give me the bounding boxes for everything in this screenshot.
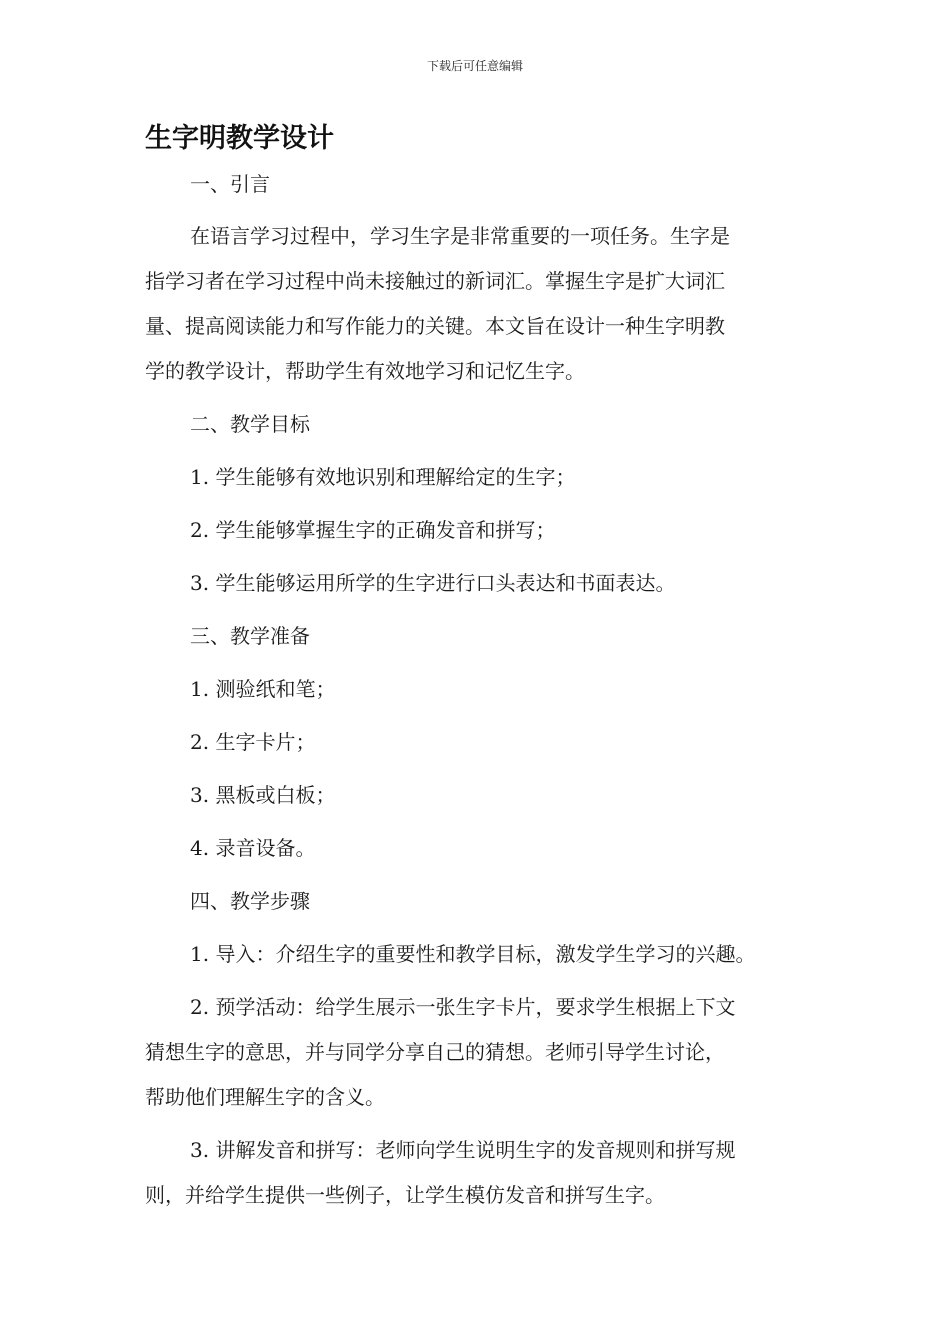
document-title: 生字明教学设计 [145, 123, 334, 154]
goal-item-2: 2. 学生能够掌握生字的正确发音和拼写； [190, 518, 556, 542]
step-2-line-2: 猜想生字的意思，并与同学分享自己的猜想。老师引导学生讨论， [145, 1040, 725, 1064]
goal-item-1: 1. 学生能够有效地识别和理解给定的生字； [190, 465, 576, 489]
goal-item-3: 3. 学生能够运用所学的生字进行口头表达和书面表达。 [190, 571, 676, 595]
intro-line-1: 在语言学习过程中，学习生字是非常重要的一项任务。生字是 [190, 224, 730, 248]
prep-item-2: 2. 生字卡片； [190, 730, 316, 754]
section-heading-goals: 二、教学目标 [190, 412, 310, 436]
section-heading-steps: 四、教学步骤 [190, 889, 310, 913]
step-3-line-1: 3. 讲解发音和拼写：老师向学生说明生字的发音规则和拼写规 [190, 1138, 736, 1162]
step-1: 1. 导入：介绍生字的重要性和教学目标，激发学生学习的兴趣。 [190, 942, 756, 966]
section-heading-prep: 三、教学准备 [190, 624, 310, 648]
document-body [145, 168, 805, 1208]
section-heading-intro: 一、引言 [190, 172, 270, 196]
intro-line-4: 学的教学设计，帮助学生有效地学习和记忆生字。 [145, 359, 585, 383]
step-3-line-2: 则，并给学生提供一些例子，让学生模仿发音和拼写生字。 [145, 1183, 665, 1207]
prep-item-3: 3. 黑板或白板； [190, 783, 336, 807]
step-2-line-1: 2. 预学活动：给学生展示一张生字卡片，要求学生根据上下文 [190, 995, 736, 1019]
prep-item-1: 1. 测验纸和笔； [190, 677, 336, 701]
header-note: 下载后可任意编辑 [426, 59, 523, 73]
step-2-line-3: 帮助他们理解生字的含义。 [145, 1085, 385, 1109]
prep-item-4: 4. 录音设备。 [190, 836, 316, 860]
intro-line-3: 量、提高阅读能力和写作能力的关键。本文旨在设计一种生字明教 [145, 314, 725, 338]
intro-line-2: 指学习者在学习过程中尚未接触过的新词汇。掌握生字是扩大词汇 [145, 269, 725, 293]
